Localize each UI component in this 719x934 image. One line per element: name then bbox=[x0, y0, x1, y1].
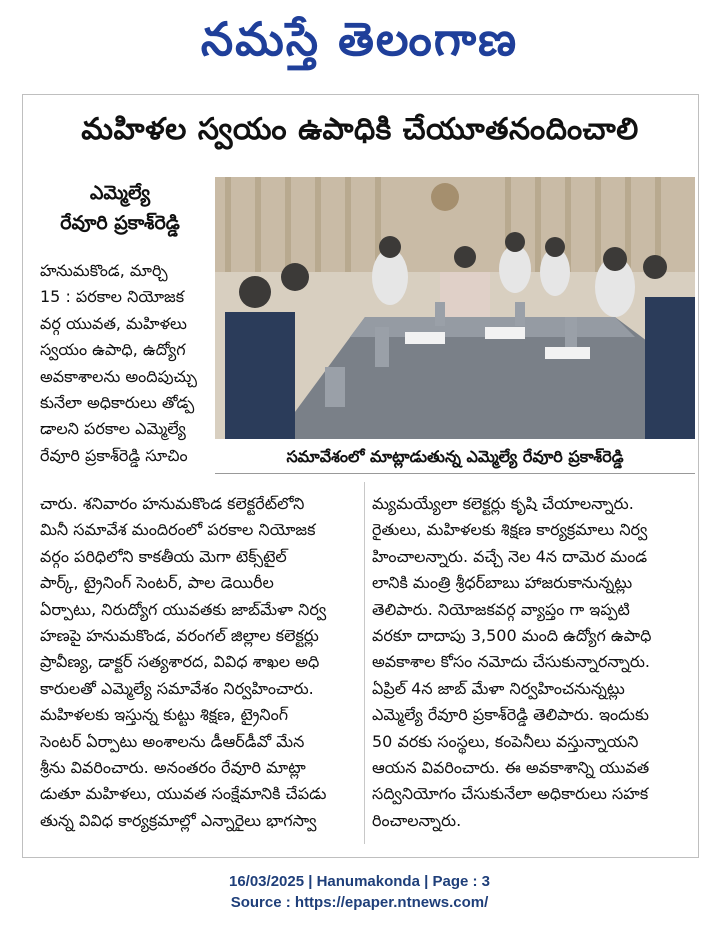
footer-date-edition: 16/03/2025 | Hanumakonda | Page : 3 bbox=[228, 873, 490, 890]
text-line: శ్రీను వివరించారు. అనంతరం రేవూరి మాట్లా bbox=[40, 757, 306, 777]
text-line: కారులతో ఎమ్మెల్యే సమావేశం నిర్వహించారు. bbox=[40, 678, 314, 698]
text-line: ఆయన వివరించారు. ఈ అవకాశాన్ని యువత bbox=[372, 757, 650, 777]
text-line: డుతూ మహిళలు, యువత సంక్షేమానికి చేపడు bbox=[40, 784, 327, 804]
text-line: సెంటర్ ఏర్పాటు అంశాలను డీఆర్‌డీవో మేన bbox=[40, 731, 305, 751]
footer-source-link[interactable]: Source : https://epaper.ntnews.com/ bbox=[230, 894, 489, 911]
text-line: 50 వరకు సంస్థలు, కంపెనీలు వస్తున్నాయని bbox=[372, 731, 639, 751]
text-line: తెలిపారు. నియోజకవర్గ వ్యాప్తం గా ఇప్పటి bbox=[372, 599, 630, 619]
article-headline: మహిళల స్వయం ఉపాధికి చేయూతనందించాలి bbox=[81, 112, 639, 147]
text-line: వర్గం పరిధిలోని కాకతీయ మెగా టెక్స్‌టైల్ bbox=[40, 546, 287, 566]
text-line: ఏప్రిల్ 4న జాబ్ మేళా నిర్వహించనున్నట్లు bbox=[372, 678, 625, 698]
text-line: స్వయం ఉపాధి, ఉద్యోగ bbox=[40, 340, 186, 360]
text-line: హణపై హనుమకొండ, వరంగల్ జిల్లాల కలెక్టర్లు bbox=[40, 625, 319, 645]
text-line: డాలని పరకాల ఎమ్మెల్యే bbox=[40, 419, 186, 439]
text-line: రైతులు, మహిళలకు శిక్షణ కార్యక్రమాలు నిర్వ bbox=[372, 520, 648, 540]
article-body-right-column bbox=[372, 491, 696, 834]
text-line: హనుమకొండ, మార్చి bbox=[40, 261, 168, 280]
text-line: పార్క్, ట్రైనింగ్ సెంటర్, పాల డెయిరీల bbox=[40, 573, 274, 593]
text-line: లానికి మంత్రి శ్రీధర్‌బాబు హాజరుకానున్నట్లు bbox=[372, 573, 633, 593]
text-line: ఎమ్మెల్యే రేవూరి ప్రకాశ్‌రెడ్డి తెలిపారు. ఇందుకు bbox=[372, 705, 649, 725]
newspaper-title: నమస్తే తెలంగాణ bbox=[200, 12, 519, 66]
text-line: సద్వినియోగం చేసుకునేలా అధికారులు సహక bbox=[372, 784, 649, 804]
masthead bbox=[0, 0, 719, 90]
text-line: రేవూరి ప్రకాశ్‌రెడ్డి సూచిం bbox=[40, 445, 188, 465]
text-line: ప్రావీణ్య, డాక్టర్ సత్యశారద, వివిధ శాఖల అధి bbox=[40, 652, 320, 672]
text-line: తున్న వివిధ కార్యక్రమాల్లో ఎన్నారైలు భాగస్వా bbox=[40, 810, 317, 830]
text-line: హించాలన్నారు. వచ్చే నెల 4న దామెర మండ bbox=[372, 546, 648, 566]
article-body-left-column bbox=[40, 491, 356, 834]
text-line: ఏర్పాటు, నిరుద్యోగ యువతకు జాబ్‌మేళా నిర్వ bbox=[40, 599, 327, 619]
text-line: మ్యమయ్యేలా కలెక్టర్లు కృషి చేయాలన్నారు. bbox=[372, 494, 634, 513]
text-line: అవకాశాలను అందిపుచ్చు bbox=[40, 366, 198, 386]
text-line: మహిళలకు ఇస్తున్న కుట్టు శిక్షణ, ట్రైనింగ్ bbox=[40, 705, 289, 725]
text-line: కునేలా అధికారులు తోడ్ప bbox=[40, 392, 195, 412]
text-line: వరకూ దాదాపు 3,500 మంది ఉద్యోగ ఉపాధి bbox=[372, 625, 652, 645]
article-body-intro bbox=[40, 258, 212, 469]
meeting-photo-illustration bbox=[215, 177, 695, 439]
text-line: అవకాశాల కోసం నమోదు చేసుకున్నారన్నారు. bbox=[372, 652, 650, 672]
column-divider bbox=[364, 482, 365, 844]
byline bbox=[26, 178, 214, 238]
photo-caption: సమావేశంలో మాట్లాడుతున్న ఎమ్మెల్యే రేవూరి ప్రకాశ్‌రెడ్డి bbox=[215, 440, 695, 474]
byline-name: రేవూరి ప్రకాశ్‌రెడ్డి bbox=[60, 212, 180, 234]
text-line: మినీ సమావేశ మందిరంలో పరకాల నియోజక bbox=[40, 520, 316, 540]
text-line: రించాలన్నారు. bbox=[372, 810, 462, 830]
text-line: వర్గ యువత, మహిళలు bbox=[40, 313, 187, 333]
text-line: చారు. శనివారం హనుమకొండ కలెక్టరేట్‌లోని bbox=[40, 494, 305, 513]
byline-title: ఎమ్మెల్యే bbox=[89, 182, 151, 204]
meeting-photo bbox=[215, 177, 695, 439]
text-line: 15 : పరకాల నియోజక bbox=[40, 287, 185, 307]
